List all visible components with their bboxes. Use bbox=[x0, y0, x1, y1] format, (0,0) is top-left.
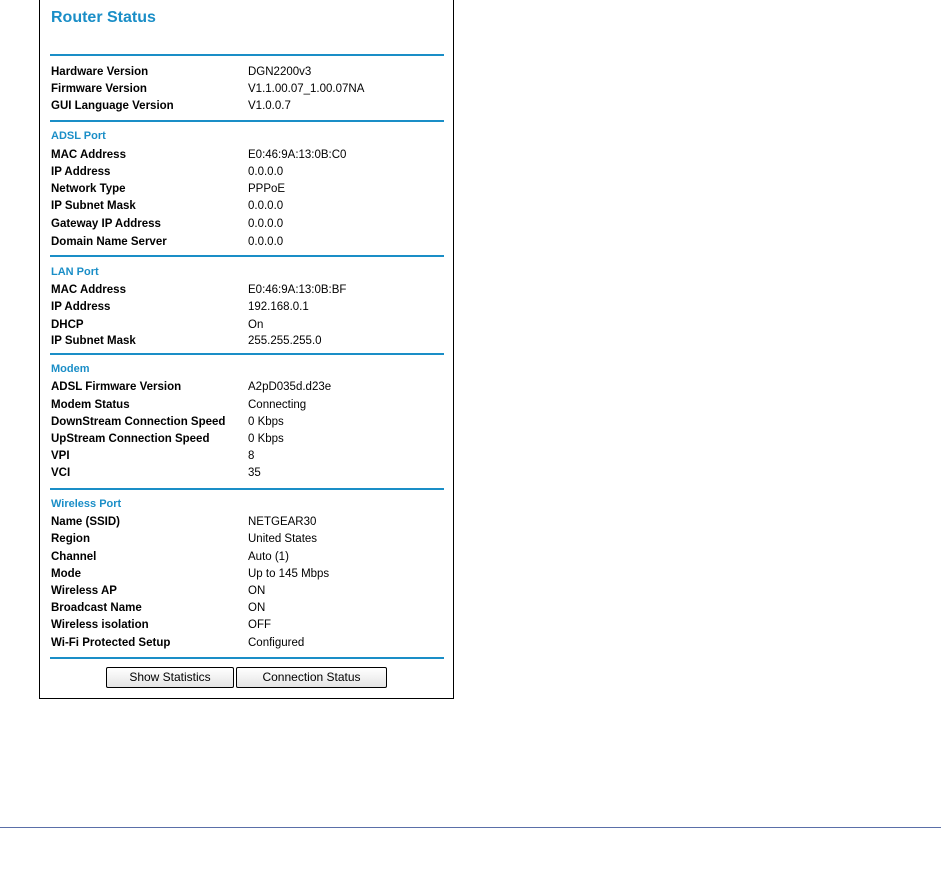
lan-mac-address-label: MAC Address bbox=[51, 284, 126, 296]
section-divider bbox=[50, 353, 444, 355]
vci-label: VCI bbox=[51, 467, 71, 479]
vpi-label: VPI bbox=[51, 450, 70, 462]
adsl-dns-label: Domain Name Server bbox=[51, 236, 167, 248]
section-divider bbox=[50, 488, 444, 490]
adsl-firmware-version-label: ADSL Firmware Version bbox=[51, 381, 182, 393]
adsl-subnet-mask-label: IP Subnet Mask bbox=[51, 200, 136, 212]
section-divider bbox=[50, 657, 444, 659]
adsl-ip-address-value: 0.0.0.0 bbox=[248, 166, 284, 178]
vci-value: 35 bbox=[248, 467, 261, 479]
mode-value: Up to 145 Mbps bbox=[248, 568, 330, 580]
firmware-version-value: V1.1.00.07_1.00.07NA bbox=[248, 83, 365, 95]
ssid-label: Name (SSID) bbox=[51, 516, 121, 528]
wps-label: Wi-Fi Protected Setup bbox=[51, 637, 171, 649]
broadcast-name-value: ON bbox=[248, 602, 266, 614]
lan-subnet-mask-value: 255.255.255.0 bbox=[248, 335, 322, 347]
wireless-isolation-value: OFF bbox=[248, 619, 271, 631]
channel-value: Auto (1) bbox=[248, 551, 289, 563]
adsl-gateway-ip-label: Gateway IP Address bbox=[51, 218, 161, 230]
wireless-port-heading: Wireless Port bbox=[51, 498, 122, 510]
section-divider bbox=[50, 255, 444, 257]
downstream-speed-value: 0 Kbps bbox=[248, 416, 284, 428]
firmware-version-label: Firmware Version bbox=[51, 83, 147, 95]
router-status-panel bbox=[39, 0, 454, 699]
adsl-dns-value: 0.0.0.0 bbox=[248, 236, 284, 248]
region-value: United States bbox=[248, 533, 318, 545]
modem-status-label: Modem Status bbox=[51, 399, 130, 411]
modem-heading: Modem bbox=[51, 363, 90, 375]
lan-ip-address-label: IP Address bbox=[51, 301, 111, 313]
adsl-port-heading: ADSL Port bbox=[51, 130, 106, 142]
section-divider bbox=[50, 120, 444, 122]
adsl-mac-address-value: E0:46:9A:13:0B:C0 bbox=[248, 149, 347, 161]
wireless-isolation-label: Wireless isolation bbox=[51, 619, 149, 631]
vpi-value: 8 bbox=[248, 450, 255, 462]
channel-label: Channel bbox=[51, 551, 97, 563]
show-statistics-button[interactable]: Show Statistics bbox=[106, 667, 234, 688]
upstream-speed-value: 0 Kbps bbox=[248, 433, 284, 445]
lan-mac-address-value: E0:46:9A:13:0B:BF bbox=[248, 284, 347, 296]
modem-status-value: Connecting bbox=[248, 399, 307, 411]
title-divider bbox=[50, 54, 444, 56]
lan-dhcp-label: DHCP bbox=[51, 319, 84, 331]
adsl-ip-address-label: IP Address bbox=[51, 166, 111, 178]
adsl-gateway-ip-value: 0.0.0.0 bbox=[248, 218, 284, 230]
lan-subnet-mask-label: IP Subnet Mask bbox=[51, 335, 136, 347]
adsl-mac-address-label: MAC Address bbox=[51, 149, 126, 161]
wps-value: Configured bbox=[248, 637, 305, 649]
lan-dhcp-value: On bbox=[248, 319, 264, 331]
upstream-speed-label: UpStream Connection Speed bbox=[51, 433, 210, 445]
wireless-ap-value: ON bbox=[248, 585, 266, 597]
gui-language-version-value: V1.0.0.7 bbox=[248, 100, 291, 112]
page-title: Router Status bbox=[51, 9, 156, 26]
adsl-network-type-label: Network Type bbox=[51, 183, 126, 195]
adsl-network-type-value: PPPoE bbox=[248, 183, 286, 195]
page-bottom-divider bbox=[0, 827, 941, 828]
connection-status-button[interactable]: Connection Status bbox=[236, 667, 387, 688]
wireless-ap-label: Wireless AP bbox=[51, 585, 117, 597]
adsl-subnet-mask-value: 0.0.0.0 bbox=[248, 200, 284, 212]
hardware-version-label: Hardware Version bbox=[51, 66, 149, 78]
lan-port-heading: LAN Port bbox=[51, 266, 99, 278]
adsl-firmware-version-value: A2pD035d.d23e bbox=[248, 381, 332, 393]
broadcast-name-label: Broadcast Name bbox=[51, 602, 142, 614]
region-label: Region bbox=[51, 533, 90, 545]
ssid-value: NETGEAR30 bbox=[248, 516, 317, 528]
mode-label: Mode bbox=[51, 568, 82, 580]
downstream-speed-label: DownStream Connection Speed bbox=[51, 416, 226, 428]
gui-language-version-label: GUI Language Version bbox=[51, 100, 174, 112]
hardware-version-value: DGN2200v3 bbox=[248, 66, 312, 78]
lan-ip-address-value: 192.168.0.1 bbox=[248, 301, 309, 313]
